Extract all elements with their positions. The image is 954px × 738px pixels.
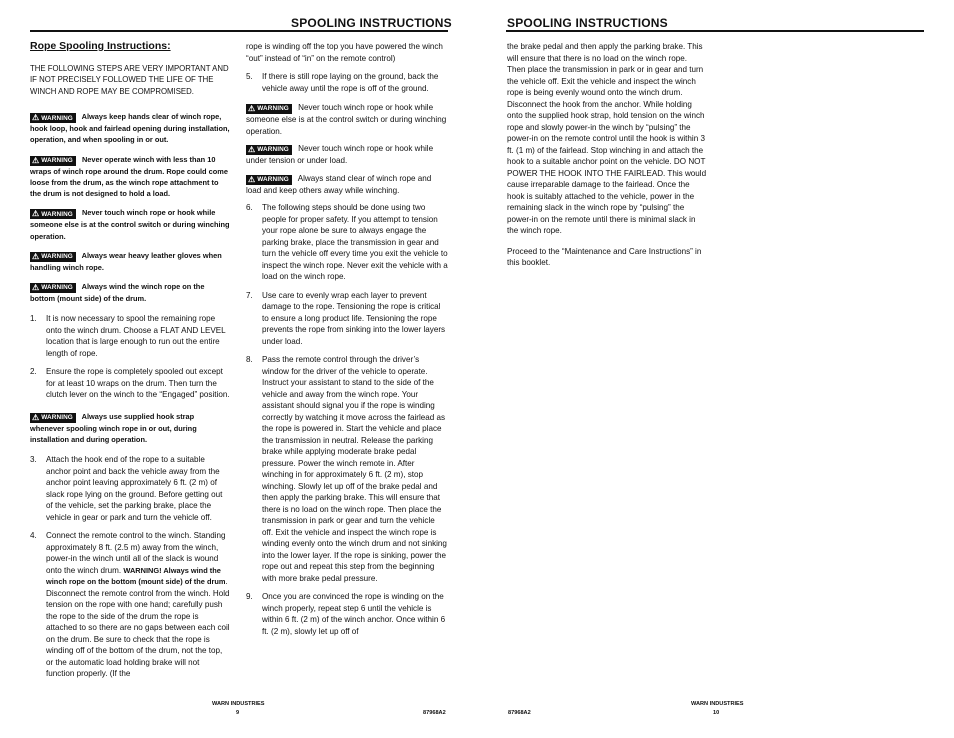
footer-company-right: WARN INDUSTRIES: [691, 701, 744, 707]
warning-triangle-icon: ⚠: [32, 251, 40, 261]
warning-block: ⚠ WARNING Never operate winch with less than 10 wraps of winch rope around the drum. Rope could come loose from the drum, as the winch rope attachment to the drum is not designed to hold a load.: [30, 154, 228, 199]
closing-text: Proceed to the “Maintenance and Care Instructions” in this booklet.: [507, 246, 702, 267]
list-item: 6. The following steps should be done using two people for proper safety. If you attempt to tension your rope alone be sure to always engage the parking brake, place the transmission in gear and turn the vehicle off every time you exit the vehicle to inspect the winch rope. Never exit the vehicle with a load on the winch rope.: [246, 203, 448, 281]
warning-block: ⚠ WARNING Always use supplied hook strap whenever spooling winch rope in or out, during installation and during operation.: [30, 411, 197, 444]
section-heading: Rope Spooling Instructions:: [30, 40, 171, 52]
page-header-right: SPOOLING INSTRUCTIONS: [507, 16, 668, 30]
footer-page-number-left: 9: [236, 710, 240, 716]
left-column: [30, 41, 230, 687]
header-rule-left: [30, 30, 448, 32]
warning-badge: ⚠ WARNING: [30, 156, 76, 166]
list-item: 2. Ensure the rope is completely spooled out except for at least 10 wraps on the drum. Then turn the clutch lever on the winch to the “Engaged” position.: [30, 367, 230, 400]
warning-badge: ⚠ WARNING: [30, 413, 76, 423]
warning-triangle-icon: ⚠: [248, 174, 256, 184]
middle-column: [246, 41, 448, 644]
page-header-left: SPOOLING INSTRUCTIONS: [291, 16, 452, 30]
intro-text: THE FOLLOWING STEPS ARE VERY IMPORTANT AND IF NOT PRECISELY FOLLOWED THE LIFE OF THE WINCH AND ROPE MAY BE COMPROMISED.: [30, 63, 229, 96]
warning-block: ⚠ WARNING Never touch winch rope or hook while someone else is at the control switch or during winching operation.: [246, 103, 447, 136]
list-item: 3. Attach the hook end of the rope to a suitable anchor point and back the vehicle away from the anchor point leaving approximately 6 ft. (2 m) of slack rope lying on the ground. Before getting out of the vehicle, set the parking brake, place the vehicle in gear or park and turn the vehicle off.: [30, 455, 223, 522]
list-item: 4. Connect the remote control to the winch. Standing approximately 8 ft. (2.5 m) away from the winch, power-in the winch until all of the slack is wound onto the winch drum. WARNING! Always wind the winch rope on the bottom (mount side) of the drum. Disconnect the remote control from the winch. Hold tension on the rope with one hand; carefully push the rope to the side of the drum the rope is attached to so there are no gaps between each coil on the drum. Be sure to check that the rope is winding off of the bottom of the drum, not the top, or the automatic load holding brake will not function properly. (If the: [30, 531, 230, 679]
warning-triangle-icon: ⚠: [248, 104, 256, 113]
warning-block: ⚠ WARNING Always wind the winch rope on the bottom (mount side) of the drum.: [30, 281, 205, 303]
warning-block: ⚠ WARNING Never touch winch rope or hook while under tension or under load.: [246, 144, 434, 165]
warning-badge: ⚠ WARNING: [30, 283, 76, 293]
footer-part-number-right: 87968A2: [508, 710, 531, 716]
warning-triangle-icon: ⚠: [32, 282, 40, 292]
warning-triangle-icon: ⚠: [32, 412, 40, 422]
right-column: [507, 41, 707, 276]
warning-block: ⚠ WARNING Always wear heavy leather gloves when handling winch rope.: [30, 250, 222, 272]
warning-triangle-icon: ⚠: [248, 145, 256, 154]
list-item: 9. Once you are convinced the rope is winding on the winch properly, repeat step 6 until the vehicle is within 6 ft. (2 m) of the winch anchor. Once within 6 ft. (2 m), slowly let up off of: [246, 592, 446, 636]
footer-part-number-left: 87968A2: [423, 710, 446, 716]
warning-block: ⚠ WARNING Never touch winch rope or hook while someone else is at the control switch or during winching operation.: [30, 208, 230, 241]
warning-triangle-icon: ⚠: [32, 209, 40, 219]
header-rule-right: [506, 30, 924, 32]
warning-badge: ⚠ WARNING: [246, 104, 292, 114]
warning-block: ⚠ WARNING Always keep hands clear of winch rope, hook loop, hook and fairlead opening during installation, operation, and when spooling in or out.: [30, 112, 230, 145]
step4-continued: rope is winding off the top you have powered the winch “out” instead of “in” on the remote control): [246, 42, 443, 63]
footer-page-number-right: 10: [713, 710, 720, 716]
footer-company-left: WARN INDUSTRIES: [212, 701, 265, 707]
list-item: 5. If there is still rope laying on the ground, back the vehicle away until the rope is off of the ground.: [246, 72, 439, 93]
warning-badge: ⚠ WARNING: [246, 145, 292, 155]
warning-badge: ⚠ WARNING: [30, 252, 76, 262]
step9-continued: the brake pedal and then apply the parking brake. This will ensure that there is no load on the winch rope. Then place the transmission in park or in gear and turn the vehicle off. Exit the vehicle and inspect the winch rope is being evenly wound onto the winch drum. Disconnect the hook from the anchor. While holding onto the supplied hook strap, hold tension on the winch rope and slowly power-in the winch by “pulsing” the power-in on the remote control until the hook is within 3 ft. (1 m) of the fairlead. Stop winching in and attach the hook to a suitable anchor point on the vehicle. DO NOT POWER THE HOOK INTO THE FAIRLEAD. This would cause irreparable damage to the fairlead. Once the hook is suitably attached to the vehicle, power in the remaining slack in the winch rope by “pulsing” the power-in on the remote until there is minimal slack in the winch rope.: [507, 42, 707, 235]
list-item: 1. It is now necessary to spool the remaining rope onto the winch drum. Choose a FLAT AND LEVEL location that is large enough to run out the entire length of rope.: [30, 314, 226, 358]
warning-badge: ⚠ WARNING: [246, 175, 292, 185]
list-item: 7. Use care to evenly wrap each layer to prevent damage to the rope. Tensioning the rope is critical to ensure a long product life. Tensioning the rope prevents the rope from sinking into the lower layers under load.: [246, 290, 446, 346]
warning-badge: ⚠ WARNING: [30, 113, 76, 123]
warning-block: ⚠ WARNING Always stand clear of winch rope and load and keep others away while winching.: [246, 173, 432, 195]
warning-badge: ⚠ WARNING: [30, 209, 76, 219]
list-item: 8. Pass the remote control through the driver’s window for the driver of the vehicle to operate. Instruct your assistant to stand to the side of the vehicle and away from the winch rope. Your assistant should signal you if the rope is winding correctly by watching it move across the fairlead as the rope is powered in. Start the vehicle and place the transmission in neutral. Release the parking brake while applying moderate brake pedal pressure. Power the winch remote in. After winching in for approximately 6 ft. (2 m), stop winching. Slowly let up off of the brake pedal and then apply the parking brake. This will ensure that there is no load on the winch rope. Then place the transmission in park or gear and turn the vehicle off. Exit the vehicle and inspect the winch rope is winding evenly onto the winch drum and not sinking into the lower layer. If the rope is sinking, power the rope out and repeat this step from the beginning with more brake pedal pressure.: [246, 355, 447, 583]
warning-triangle-icon: ⚠: [32, 155, 40, 165]
warning-triangle-icon: ⚠: [32, 113, 40, 123]
